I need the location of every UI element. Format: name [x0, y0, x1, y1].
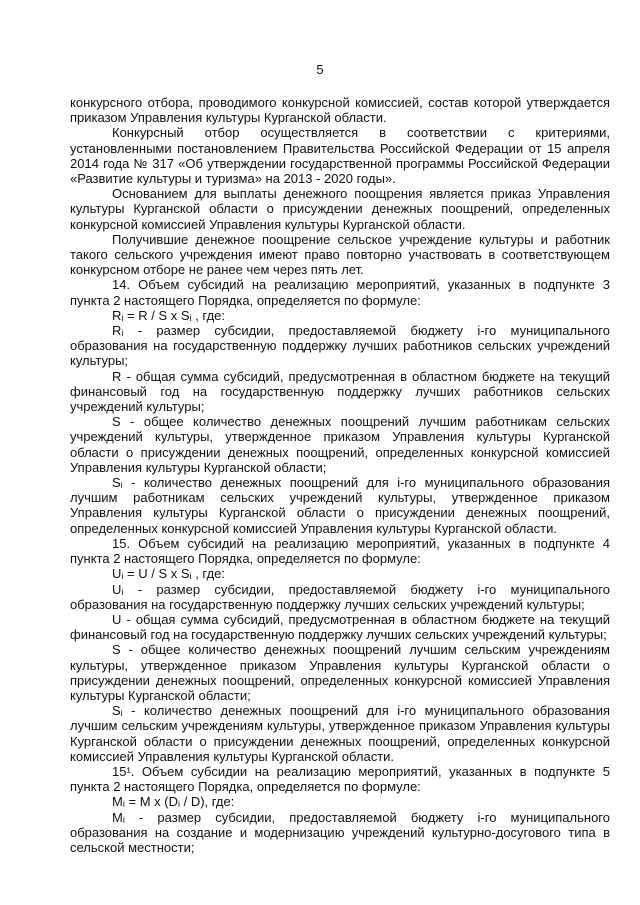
formula: Mᵢ = M x (Dᵢ / D), где:	[112, 794, 235, 810]
paragraph: Uᵢ - размер субсидии, предоставляемой бюджету i-го муниципального образования на государственную поддержку лучших сельских учреждений культуры;	[70, 581, 610, 612]
page-number: 5	[316, 62, 324, 77]
paragraph: U - общая сумма субсидий, предусмотренная в областном бюджете на текущий финансовый год на государственную поддержку лучших сельских учреждений культуры;	[70, 611, 610, 643]
paragraph: конкурсного отбора, проводимого конкурсной комиссией, состав которой утверждается приказом Управления культуры Курганской области.	[70, 95, 610, 126]
paragraph: 14. Объем субсидий на реализацию мероприятий, указанных в подпункте 3 пункта 2 настоящего Порядка, определяется по формуле:	[70, 277, 610, 308]
formula: Uᵢ = U / S x Sᵢ , где:	[112, 566, 226, 582]
paragraph: Mᵢ - размер субсидии, предоставляемой бюджету i-го муниципального образования на создание и модернизацию учреждений культурно-досугового типа в сельской местности;	[70, 809, 610, 855]
paragraph: Sᵢ - количество денежных поощрений для i-го муниципального образования лучшим сельским учреждениям культуры, утвержденное приказом Управления культуры Курганской области о присуждении денежных поощрений, определенных конкурсной комиссией Управления культуры Курганской области.	[70, 703, 610, 764]
paragraph: S - общее количество денежных поощрений лучшим работникам сельских учреждений культуры, утвержденное приказом Управления культуры Курганской области о присуждении денежных поощрений, определенных конкурсной комиссией Управления культуры Курганской области;	[70, 414, 610, 475]
paragraph: Основанием для выплаты денежного поощрения является приказ Управления культуры Курганской области о присуждении денежных поощрений, определенных конкурсной комиссией Управления культуры Курганской области.	[70, 186, 610, 232]
document-body	[70, 95, 610, 855]
formula: Rᵢ = R / S x Sᵢ , где:	[112, 307, 226, 323]
paragraph: S - общее количество денежных поощрений лучшим сельским учреждениям культуры, утвержденное приказом Управления культуры Курганской области о присуждении денежных поощрений, определенных конкурсной комиссией Управления культуры Курганской области;	[70, 642, 610, 703]
paragraph: R - общая сумма субсидий, предусмотренная в областном бюджете на текущий финансовый год на государственную поддержку лучших работников сельских учреждений культуры;	[70, 368, 610, 415]
paragraph: Sᵢ - количество денежных поощрений для i-го муниципального образования лучшим работникам сельских учреждений культуры, утвержденное приказом Управления культуры Курганской области о присуждении денежных поощрений, определенных конкурсной комиссией Управления культуры Курганской области.	[70, 475, 610, 536]
paragraph: Конкурсный отбор осуществляется в соответствии с критериями, установленными постановлением Правительства Российской Федерации от 15 апреля 2014 года № 317 «Об утверждении государственной программы Российской Федерации «Развитие культуры и туризма» на 2013 - 2020 годы».	[70, 125, 610, 187]
paragraph: Получившие денежное поощрение сельское учреждение культуры и работник такого сельского учреждения имеют право повторно участвовать в соответствующем конкурсном отборе не ранее чем через пять лет.	[70, 231, 610, 278]
paragraph: Rᵢ - размер субсидии, предоставляемой бюджету i-го муниципального образования на государственную поддержку лучших работников сельских учреждений культуры;	[70, 323, 610, 369]
paragraph: 15. Объем субсидий на реализацию мероприятий, указанных в подпункте 4 пункта 2 настоящего Порядка, определяется по формуле:	[70, 535, 610, 567]
paragraph: 15¹. Объем субсидии на реализацию мероприятий, указанных в подпункте 5 пункта 2 настоящего Порядка, определяется по формуле:	[70, 763, 610, 795]
